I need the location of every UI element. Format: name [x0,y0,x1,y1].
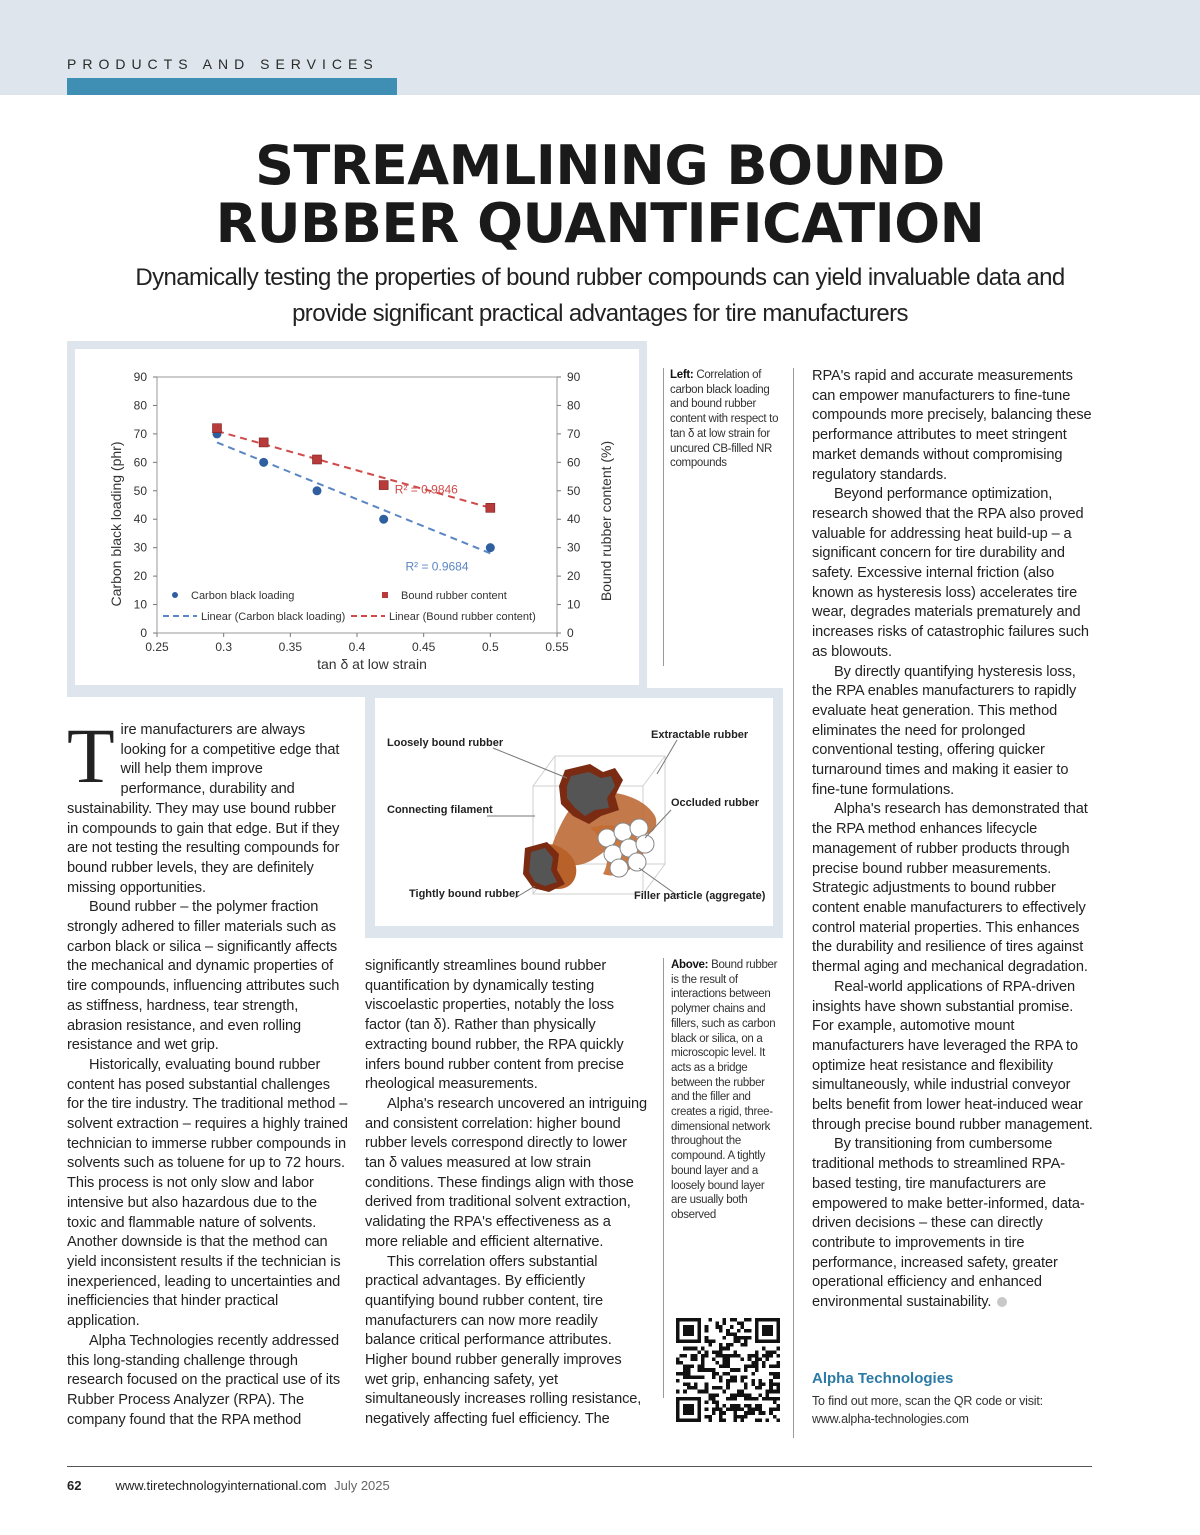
y-tick-label-left: 40 [133,512,147,527]
y-tick-label-left: 90 [133,370,147,384]
paragraph: By directly quantifying hysteresis loss, the RPA enables manufacturers to rapidly evaluate heat generation. This method eliminates the need for prolonged conventional testing, offering quicker turnaround times and making it easier to fine-tune formulations. [812,663,1077,798]
paragraph: Bound rubber – the polymer fraction strongly adhered to filler materials such as carbon black or silica – significantly affects the mechanical and dynamic properties of tire compounds, influencing attributes such as stiffness, hardness, tear strength, abrasion resistance, and even rolling resistance and wet grip. [67,899,340,1054]
data-point-bound-rubber [259,438,268,447]
r-squared-label: R² = 0.9846 [394,482,458,497]
y-tick-label-left: 50 [133,483,147,498]
diagram-figure [365,688,783,938]
y-tick-label-left: 10 [133,597,147,612]
y-tick-label-left: 20 [133,569,147,584]
body-column-2 [365,957,647,1430]
y-tick-label-left: 0 [140,626,147,640]
data-point-carbon-black [259,458,268,467]
y-tick-label-right: 80 [567,398,581,413]
trendline [217,442,490,553]
paragraph: Tire manufacturers are always looking for a competitive edge that will help them improve performance, durability and sustainability. They may use bound rubber in compounds to gain that edge. But if they are not testing the resulting compounds for bound rubber levels, they are definitely missing opportunities. [67,712,340,896]
standfirst: Dynamically testing the properties of bound rubber compounds can yield invaluable data and provide significant practical advantages for tire manufacturers [135,264,1065,327]
drop-cap: T [67,712,115,799]
x-tick-label: 0.5 [481,640,499,654]
x-tick-label: 0.35 [278,640,303,654]
data-point-bound-rubber [313,455,322,464]
contact-info [812,1392,1072,1428]
y-tick-label-right: 70 [567,426,581,441]
y-tick-label-right: 10 [567,597,581,612]
company-name: Alpha Technologies [812,1370,954,1387]
paragraph: Real-world applications of RPA-driven insights have shown substantial promise. For example, automotive mount manufacturers have leveraged the RPA to optimize heat resistance and flexibility simultaneously, while industrial conveyor belts benefit from lower heat-induced wear through precise bound rubber management. [812,978,1093,1133]
section-label: PRODUCTS AND SERVICES [67,56,379,72]
section-accent-bar [67,78,397,95]
x-axis-label: tan δ at low strain [317,656,427,672]
label-filler: Filler particle (aggregate) [634,890,766,902]
data-point-bound-rubber [379,481,388,490]
y-tick-label-right: 40 [567,512,581,527]
page-title [100,134,1100,255]
x-tick-label: 0.45 [411,640,436,654]
y-tick-label-right: 60 [567,455,581,470]
label-occluded: Occluded rubber [671,797,760,809]
label-extractable: Extractable rubber [651,729,749,741]
bound-rubber-diagram [375,698,773,926]
correlation-chart [75,349,639,685]
qr-code[interactable] [676,1318,780,1422]
paragraph: Alpha's research uncovered an intriguing and consistent correlation: higher bound rubber levels correspond directly to lower tan δ values measured at low strain conditions. These findings align with those derived from traditional solvent extraction, validating the RPA's effectiveness as a more reliable and efficient alternative. [365,1095,648,1250]
x-tick-label: 0.25 [145,640,169,654]
footer-date: July 2025 [334,1478,390,1493]
legend-label: Linear (Bound rubber content) [389,611,536,623]
column-divider [663,368,664,666]
page-number: 62 [67,1478,82,1493]
contact-url[interactable]: www.alpha-technologies.com [812,1412,969,1426]
label-loosely-bound: Loosely bound rubber [387,737,504,749]
paragraph: Alpha's research has demonstrated that the RPA method enhances lifecycle management of rubber products through precise bound rubber measurements. Strategic adjustments to bound rubber content enable manufacturers to effectively control material properties. This enhances the durability and resilience of tires against thermal aging and mechanical degradation. [812,801,1088,976]
paragraph: significantly streamlines bound rubber quantification by dynamically testing viscoelastic properties, notably the loss factor (tan δ). Rather than physically extracting bound rubber, the RPA quickly infers bound rubber content from precise rheological measurements. [365,958,624,1093]
y-tick-label-left: 70 [133,426,147,441]
y-tick-label-right: 30 [567,540,581,555]
data-point-carbon-black [313,486,322,495]
y-tick-label-right: 50 [567,483,581,498]
data-point-carbon-black [379,515,388,524]
column-divider [793,368,794,1438]
caption-text-left: Correlation of carbon black loading and bound rubber content with respect to tan δ at low strain for uncured CB-filled NR compounds [670,369,779,470]
diagram-caption [671,958,781,1223]
x-tick-label: 0.4 [348,640,366,654]
data-point-carbon-black [486,543,495,552]
legend-label: Carbon black loading [191,590,295,602]
legend-marker [172,592,178,598]
contact-line: To find out more, scan the QR code or visit: [812,1394,1043,1408]
footer-site[interactable]: www.tiretechnologyinternational.com [115,1478,327,1493]
data-point-bound-rubber [213,424,222,433]
y-tick-label-right: 90 [567,370,581,384]
paragraph: Alpha Technologies recently addressed this long-standing challenge through research focused on the practical use of its Rubber Process Analyzer (RPA). The company found that the RPA method [67,1332,341,1428]
footer-rule [67,1466,1092,1467]
footer [67,1478,390,1493]
title-line-1: STREAMLINING BOUND [255,134,945,197]
legend-label: Linear (Carbon black loading) [201,611,346,623]
y-tick-label-right: 20 [567,569,581,584]
column-divider [663,958,664,1398]
caption-label-above: Above: [671,959,709,971]
caption-label-left: Left: [670,369,694,381]
label-tightly-bound: Tightly bound rubber [409,888,520,900]
end-mark-icon [997,1297,1007,1307]
x-tick-label: 0.55 [545,640,569,654]
y-axis-label-left: Carbon black loading (phr) [108,441,124,607]
chart-figure [67,341,647,697]
paragraph: RPA's rapid and accurate measurements can empower manufacturers to fine-tune compounds more precisely, balancing these performance attributes to meet stringent market demands without compromising regulatory standards. [812,368,1092,483]
data-point-bound-rubber [486,503,495,512]
y-tick-label-left: 60 [133,455,147,470]
chart-caption [670,368,782,471]
body-column-3 [812,367,1094,1313]
label-filament: Connecting filament [387,804,493,816]
y-axis-label-right: Bound rubber content (%) [598,440,614,602]
legend-marker [382,592,388,598]
body-column-1 [67,712,349,1430]
r-squared-label: R² = 0.9684 [405,559,469,574]
y-tick-label-right: 0 [567,626,574,640]
title-line-2: RUBBER QUANTIFICATION [215,192,985,255]
y-tick-label-left: 80 [133,398,147,413]
paragraph: By transitioning from cumbersome traditional methods to streamlined RPA-based testing, tire manufacturers are empowered to make better-informed, data-driven decisions – these can directly contribute to improvements in tire performance, increased safety, greater operational efficiency and enhanced environmental sustainability. [812,1136,1085,1311]
paragraph: This correlation offers substantial practical advantages. By efficiently quantifying bound rubber content, tire manufacturers can now more readily balance critical performance attributes. Higher bound rubber generally improves wet grip, enhancing safety, yet simultaneously increases rolling resistance, negatively affecting fuel efficiency. The [365,1253,642,1428]
y-tick-label-left: 30 [133,540,147,555]
paragraph: Historically, evaluating bound rubber content has posed substantial challenges for the tire industry. The traditional method – solvent extraction – requires a highly trained technician to immerse rubber compounds in solvents such as toluene for up to 72 hours. This process is not only slow and labor intensive but also hazardous due to the toxic and flammable nature of solvents. Another downside is that the method can yield inconsistent results if the technician is inexperienced, leading to uncertainties and inefficiencies that hinder practical application. [67,1056,348,1330]
caption-text-above: Bound rubber is the result of interactions between polymer chains and fillers, such as carbon black or silica, on a microscopic level. It acts as a bridge between the rubber and the filler and creates a rigid, three-dimensional network throughout the compound. A tightly bound layer and a loosely bound layer are usually both observed [671,959,778,1221]
paragraph: Beyond performance optimization, research showed that the RPA also proved valuable for addressing heat build-up – a significant concern for tire durability and safety. Excessive internal friction (also known as hysteresis loss) accelerates tire wear, degrades materials prematurely and increases risks of catastrophic failures such as blowouts. [812,486,1089,660]
x-tick-label: 0.3 [215,640,233,654]
legend-label: Bound rubber content [401,590,507,602]
